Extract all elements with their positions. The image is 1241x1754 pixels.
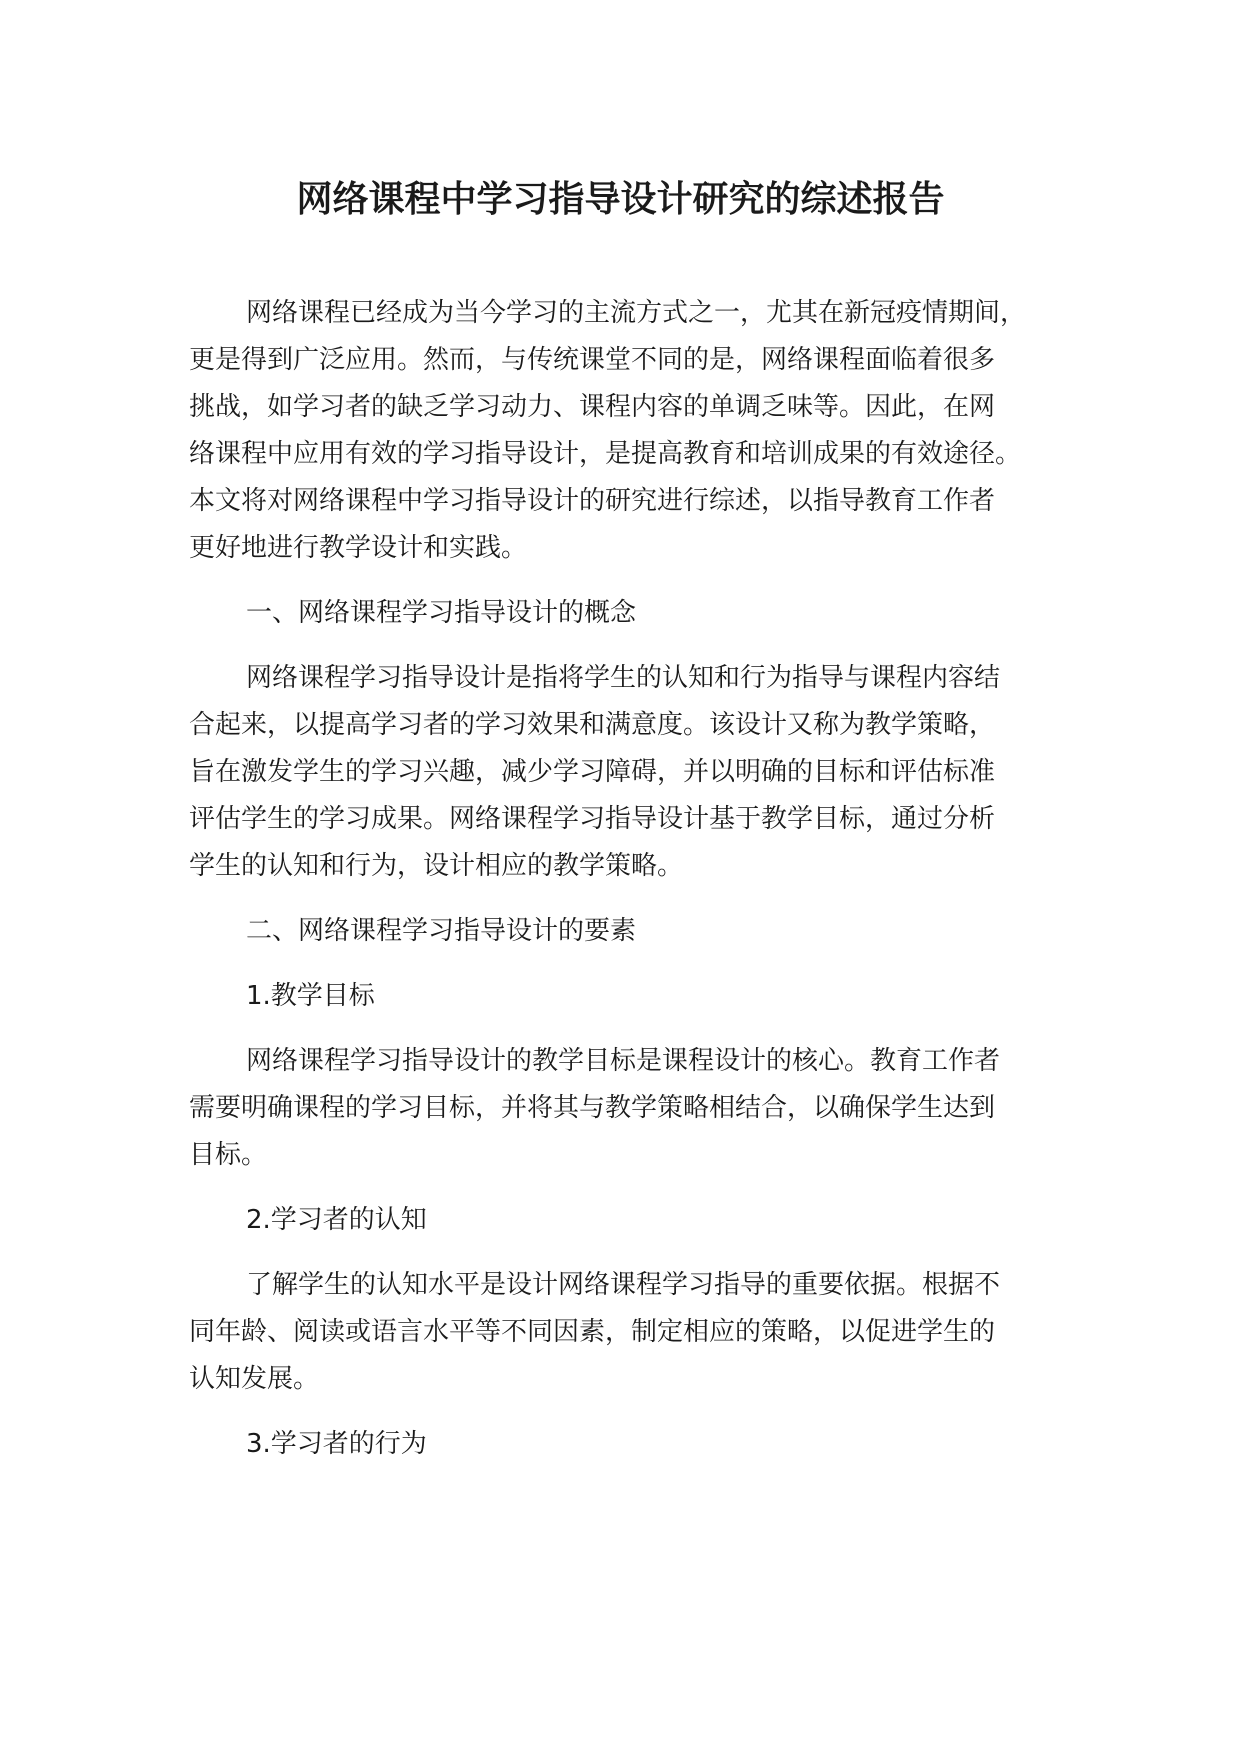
paragraph-line: 网络课程学习指导设计的教学目标是课程设计的核心。教育工作者: [246, 1046, 1001, 1076]
subsection-heading: 1.教学目标: [246, 981, 375, 1011]
paragraph-line: 本文将对网络课程中学习指导设计的研究进行综述，以指导教育工作者: [189, 486, 996, 516]
document-title: 网络课程中学习指导设计研究的综述报告: [296, 179, 945, 220]
paragraph-line: 络课程中应用有效的学习指导设计，是提高教育和培训成果的有效途径。: [189, 439, 1022, 469]
paragraph-line: 合起来，以提高学习者的学习效果和满意度。该设计又称为教学策略，: [189, 710, 996, 740]
paragraph-line: 网络课程已经成为当今学习的主流方式之一，尤其在新冠疫情期间，: [246, 298, 1027, 328]
paragraph-line: 需要明确课程的学习目标，并将其与教学策略相结合，以确保学生达到: [189, 1093, 996, 1123]
section-heading: 一、网络课程学习指导设计的概念: [246, 598, 637, 628]
paragraph-line: 旨在激发学生的学习兴趣，减少学习障碍，并以明确的目标和评估标准: [189, 757, 996, 787]
paragraph-line: 目标。: [189, 1140, 268, 1170]
paragraph-line: 更好地进行教学设计和实践。: [189, 533, 528, 563]
paragraph-line: 网络课程学习指导设计是指将学生的认知和行为指导与课程内容结: [246, 663, 1001, 693]
paragraph-line: 同年龄、阅读或语言水平等不同因素，制定相应的策略，以促进学生的: [189, 1317, 996, 1347]
paragraph-line: 学生的认知和行为，设计相应的教学策略。: [189, 851, 684, 881]
subsection-heading: 3.学习者的行为: [246, 1429, 427, 1459]
subsection-heading: 2.学习者的认知: [246, 1205, 427, 1235]
paragraph-line: 评估学生的学习成果。网络课程学习指导设计基于教学目标，通过分析: [189, 804, 996, 834]
paragraph-line: 更是得到广泛应用。然而，与传统课堂不同的是，网络课程面临着很多: [189, 345, 996, 375]
paragraph-line: 认知发展。: [189, 1364, 320, 1394]
section-heading: 二、网络课程学习指导设计的要素: [246, 916, 637, 946]
paragraph-line: 了解学生的认知水平是设计网络课程学习指导的重要依据。根据不: [246, 1270, 1001, 1300]
paragraph-line: 挑战，如学习者的缺乏学习动力、课程内容的单调乏味等。因此，在网: [189, 392, 996, 422]
